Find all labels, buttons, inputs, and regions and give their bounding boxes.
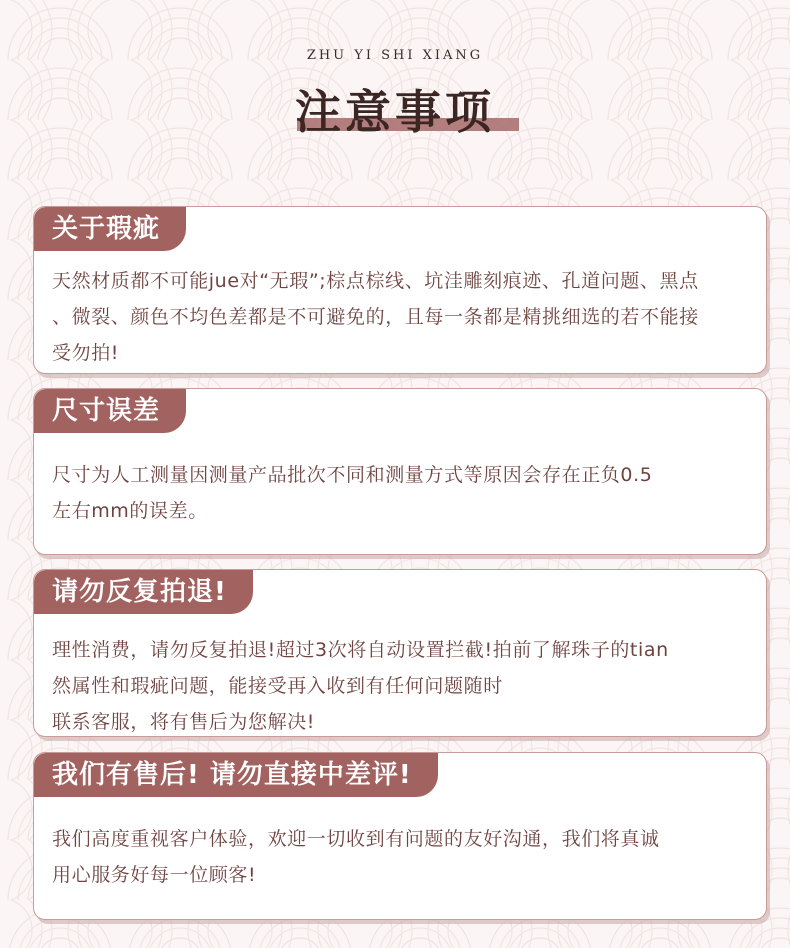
text-line: 然属性和瑕疵问题，能接受再入收到有任何问题随时 bbox=[52, 675, 503, 697]
section-heading-flaws: 关于瑕疵 bbox=[34, 207, 186, 251]
section-heading-size-error: 尺寸误差 bbox=[34, 389, 186, 433]
section-card-after-sales bbox=[33, 752, 767, 920]
section-body-size-error bbox=[52, 457, 752, 529]
section-body-flaws bbox=[52, 263, 752, 371]
text-line: 受勿拍! bbox=[52, 342, 120, 364]
text-line: 理性消费，请勿反复拍退!超过3次将自动设置拦截!拍前了解珠子的tian bbox=[52, 639, 669, 661]
text-line: 天然材质都不可能jue对“无瑕”;棕点棕线、坑洼雕刻痕迹、孔道问题、黑点 bbox=[52, 270, 699, 292]
section-body-after-sales bbox=[52, 821, 752, 893]
section-card-no-repeat-returns bbox=[33, 569, 767, 737]
text-line: 我们高度重视客户体验，欢迎一切收到有问题的友好沟通，我们将真诚 bbox=[52, 828, 660, 850]
text-line: 左右mm的误差。 bbox=[52, 500, 208, 522]
text-line: 用心服务好每一位顾客! bbox=[52, 864, 257, 886]
text-line: 联系客服，将有售后为您解决! bbox=[52, 711, 316, 733]
page-title-block bbox=[0, 76, 790, 146]
page-title: 注意事项 bbox=[295, 85, 495, 139]
text-line: 、微裂、颜色不均色差都是不可避免的，且每一条都是精挑细选的若不能接 bbox=[52, 306, 699, 328]
page-subtitle-pinyin: ZHU YI SHI XIANG bbox=[306, 48, 484, 63]
section-heading-no-repeat-returns: 请勿反复拍退! bbox=[34, 570, 253, 614]
text-line: 尺寸为人工测量因测量产品批次不同和测量方式等原因会存在正负0.5 bbox=[52, 464, 653, 486]
section-body-no-repeat-returns bbox=[52, 632, 752, 737]
section-card-size-error bbox=[33, 388, 767, 555]
section-card-flaws bbox=[33, 206, 767, 374]
section-heading-after-sales: 我们有售后! 请勿直接中差评! bbox=[34, 753, 438, 797]
